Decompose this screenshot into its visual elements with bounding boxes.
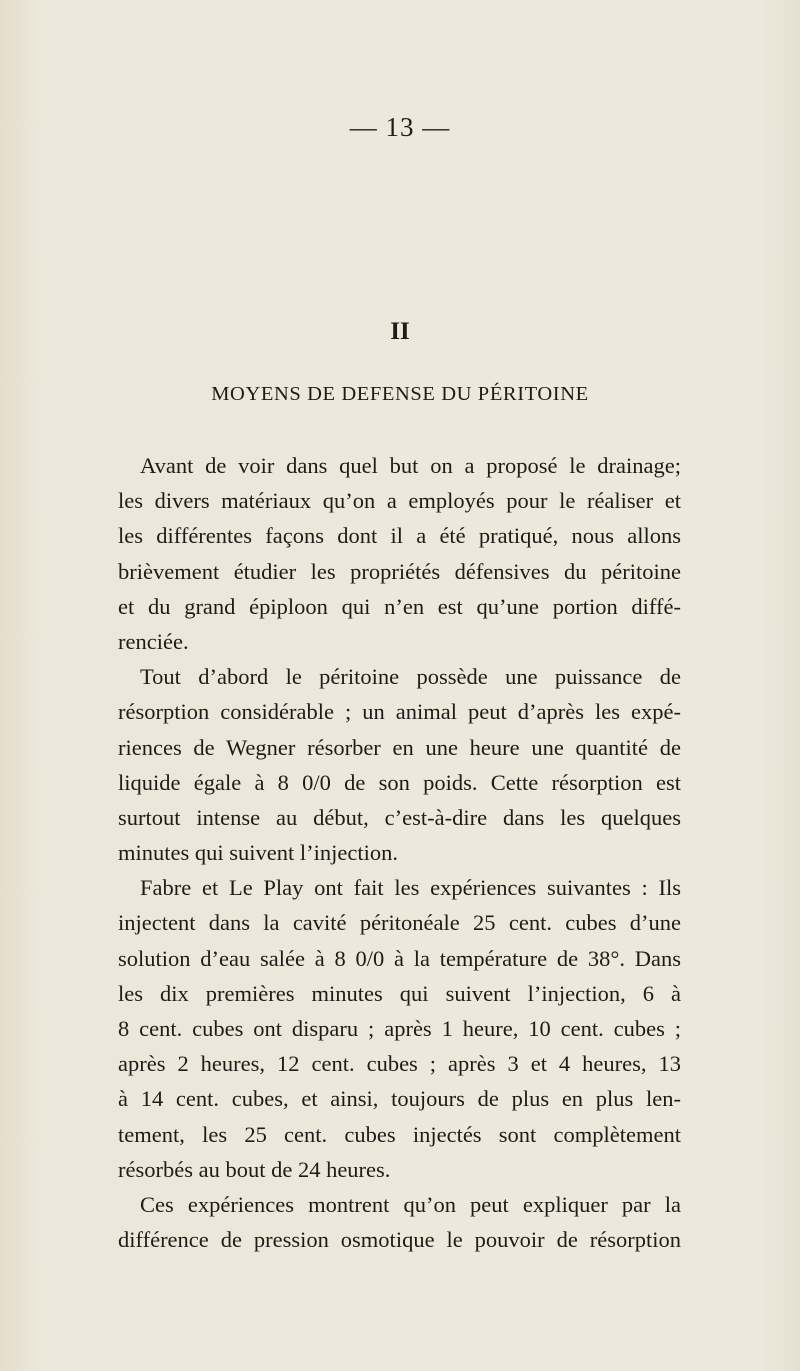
- text-line: minutes qui suivent l’injection.: [118, 840, 398, 866]
- text-line: liquide égale à 8 0/0 de son poids. Cette résorption est: [118, 769, 681, 795]
- page-number: — 13 —: [349, 112, 451, 142]
- text-line: tement, les 25 cent. cubes injectés sont complètement: [118, 1121, 681, 1147]
- text-line: résorption considérable ; un animal peut d’après les expé-: [118, 699, 681, 725]
- section-title: MOYENS DE DEFENSE DU PÉRITOINE: [211, 383, 589, 405]
- body-text: [118, 448, 681, 1257]
- text-line: surtout intense au début, c’est-à-dire dans les quelques: [118, 804, 681, 830]
- text-line: résorbés au bout de 24 heures.: [118, 1156, 391, 1182]
- text-line: après 2 heures, 12 cent. cubes ; après 3 et 4 heures, 13: [118, 1051, 681, 1077]
- section-number: II: [390, 318, 410, 345]
- text-line: différence de pression osmotique le pouvoir de résorption: [118, 1227, 681, 1253]
- text-line: brièvement étudier les propriétés défensives du péritoine: [118, 558, 681, 584]
- text-line: les différentes façons dont il a été pratiqué, nous allons: [118, 523, 681, 549]
- text-line: Fabre et Le Play ont fait les expériences suivantes : Ils: [140, 875, 681, 901]
- text-line: Tout d’abord le péritoine possède une puissance de: [140, 664, 681, 690]
- text-line: solution d’eau salée à 8 0/0 à la température de 38°. Dans: [118, 945, 681, 971]
- text-line: renciée.: [118, 628, 189, 654]
- text-line: 8 cent. cubes ont disparu ; après 1 heure, 10 cent. cubes ;: [118, 1016, 681, 1041]
- text-line: à 14 cent. cubes, et ainsi, toujours de plus en plus len-: [118, 1086, 681, 1112]
- text-line: injectent dans la cavité péritonéale 25 cent. cubes d’une: [118, 910, 681, 936]
- text-line: Ces expériences montrent qu’on peut expliquer par la: [140, 1191, 681, 1217]
- text-line: les divers matériaux qu’on a employés pour le réaliser et: [118, 488, 681, 514]
- text-line: les dix premières minutes qui suivent l’injection, 6 à: [118, 980, 681, 1006]
- text-line: et du grand épiploon qui n’en est qu’une portion diffé-: [118, 593, 681, 619]
- text-line: riences de Wegner résorber en une heure une quantité de: [118, 734, 681, 760]
- text-line: Avant de voir dans quel but on a proposé le drainage;: [140, 453, 681, 478]
